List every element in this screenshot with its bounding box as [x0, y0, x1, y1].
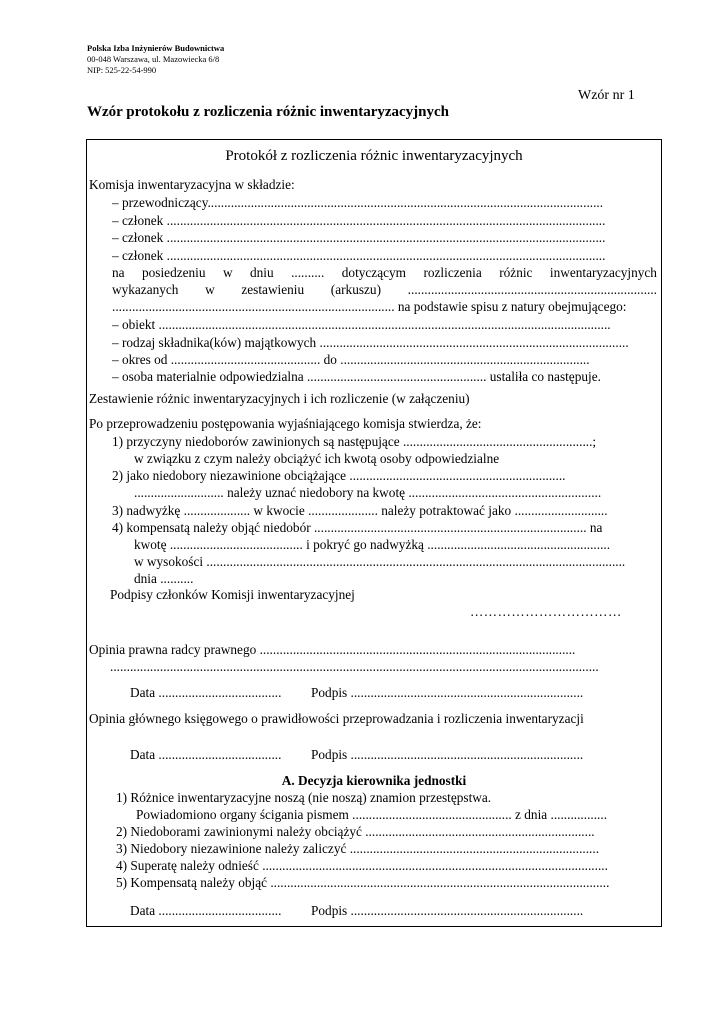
- komisja-label: Komisja inwentaryzacyjna w składzie:: [89, 177, 295, 192]
- item-4-amount: w wysokości ..............................................................................................................................: [134, 554, 626, 569]
- legal-opinion-line-2: ...................................................................................................................................................: [110, 659, 599, 674]
- word: ...........................................................................: [407, 282, 657, 297]
- po-przeprowadzeniu-line: Po przeprowadzeniu postępowania wyjaśniającego komisja stwierdza, że:: [89, 416, 482, 431]
- signature-field: Podpis ......................................................................: [311, 903, 584, 918]
- obiekt-line: – obiekt ........................................................................................................................................: [112, 317, 611, 332]
- org-name: Polska Izba Inżynierów Budownictwa: [87, 43, 225, 53]
- word: dniu: [250, 265, 274, 280]
- word: w: [205, 282, 215, 297]
- decision-item-1-continuation: Powiadomiono organy ścigania pismem ................................................ z dnia .................: [136, 807, 608, 822]
- member-line: – członek ....................................................................................................................................: [112, 213, 606, 228]
- organization-header: [87, 43, 224, 76]
- date-field: Data .....................................: [130, 685, 282, 700]
- member-line: – członek ....................................................................................................................................: [112, 248, 606, 263]
- rodzaj-line: – rodzaj składnika(ków) majątkowych .............................................................................................: [112, 335, 629, 350]
- word: wykazanych: [112, 282, 179, 297]
- word: rozliczenia: [423, 265, 482, 280]
- date-field: Data .....................................: [130, 747, 282, 762]
- item-4-date: dnia ..........: [134, 571, 194, 586]
- document-title: Wzór protokołu z rozliczenia różnic inwentaryzacyjnych: [87, 104, 450, 120]
- item-2-continuation: ........................... należy uznać niedobory na kwotę ..........................................................: [134, 485, 602, 500]
- word: (arkuszu): [330, 282, 382, 297]
- decision-item-1: 1) Różnice inwentaryzacyjne noszą (nie noszą) znamion przestępstwa.: [116, 790, 492, 805]
- decision-item-3: 3) Niedobory niezawinione należy zaliczyć ...........................................................................: [116, 841, 600, 856]
- podstawie-line: ..................................................................................... na podstawie spisu z natury obejmującego:: [112, 299, 627, 314]
- signature-field: Podpis ......................................................................: [311, 685, 584, 700]
- member-line: – członek ....................................................................................................................................: [112, 230, 606, 245]
- item-1-continuation: w związku z czym należy obciążyć ich kwotą osoby odpowiedzialne: [134, 451, 500, 466]
- legal-opinion-line: Opinia prawna radcy prawnego ...............................................................................................: [89, 642, 576, 657]
- word: ..........: [291, 265, 325, 280]
- posiedzenie-line: [112, 264, 657, 281]
- word: dotyczącym: [341, 265, 407, 280]
- word: na: [112, 265, 125, 280]
- item-3-line: 3) nadwyżkę .................... w kwocie ..................... należy potraktować jako ............................: [112, 503, 608, 518]
- member-chairman-line: – przewodniczący.......................................................................................................................: [112, 195, 604, 210]
- org-address: 00-048 Warszawa, ul. Mazowiecka 6/8: [87, 54, 220, 64]
- protocol-title: Protokół z rozliczenia różnic inwentaryzacyjnych: [225, 148, 523, 164]
- decision-item-2: 2) Niedoborami zawinionymi należy obciążyć .....................................................................: [116, 824, 595, 839]
- accountant-opinion-label: Opinia głównego księgowego o prawidłowości przeprowadzania i rozliczenia inwentaryzacji: [89, 711, 584, 726]
- word: zestawieniu: [241, 282, 305, 297]
- item-1-line: 1) przyczyny niedoborów zawinionych są następujące .........................................................;: [112, 434, 597, 449]
- date-field: Data .....................................: [130, 903, 282, 918]
- decision-item-5: 5) Kompensatą należy objąć ......................................................................................................: [116, 875, 610, 890]
- word: różnic: [499, 265, 533, 280]
- decision-item-4: 4) Superatę należy odnieść ........................................................................................................: [116, 858, 608, 873]
- decision-title: A. Decyzja kierownika jednostki: [281, 773, 467, 788]
- item-4-continuation: kwotę ........................................ i pokryć go nadwyżką .......................................................: [134, 537, 611, 552]
- signature-field: Podpis ......................................................................: [311, 747, 584, 762]
- okres-line: – okres od ............................................. do ...........................................................................: [112, 352, 590, 367]
- org-nip: NIP: 525-22-54-990: [87, 65, 157, 75]
- wykazanych-line: [112, 281, 657, 298]
- template-number: Wzór nr 1: [578, 88, 635, 103]
- commission-signatures-label: Podpisy członków Komisji inwentaryzacyjnej: [110, 587, 355, 602]
- item-4-line: 4) kompensatą należy objąć niedobór .................................................................................. na: [112, 520, 603, 535]
- commission-signatures-line: ……………………………: [470, 604, 622, 619]
- osoba-line: – osoba materialnie odpowiedzialna ...................................................... ustaliła co następuje.: [112, 369, 601, 384]
- item-2-line: 2) jako niedobory niezawinione obciążające .................................................................: [112, 468, 566, 483]
- zestawienie-line: Zestawienie różnic inwentaryzacyjnych i ich rozliczenie (w załączeniu): [89, 391, 470, 406]
- word: w: [222, 265, 233, 280]
- word: posiedzeniu: [142, 265, 206, 280]
- word: inwentaryzacyjnych: [549, 265, 657, 280]
